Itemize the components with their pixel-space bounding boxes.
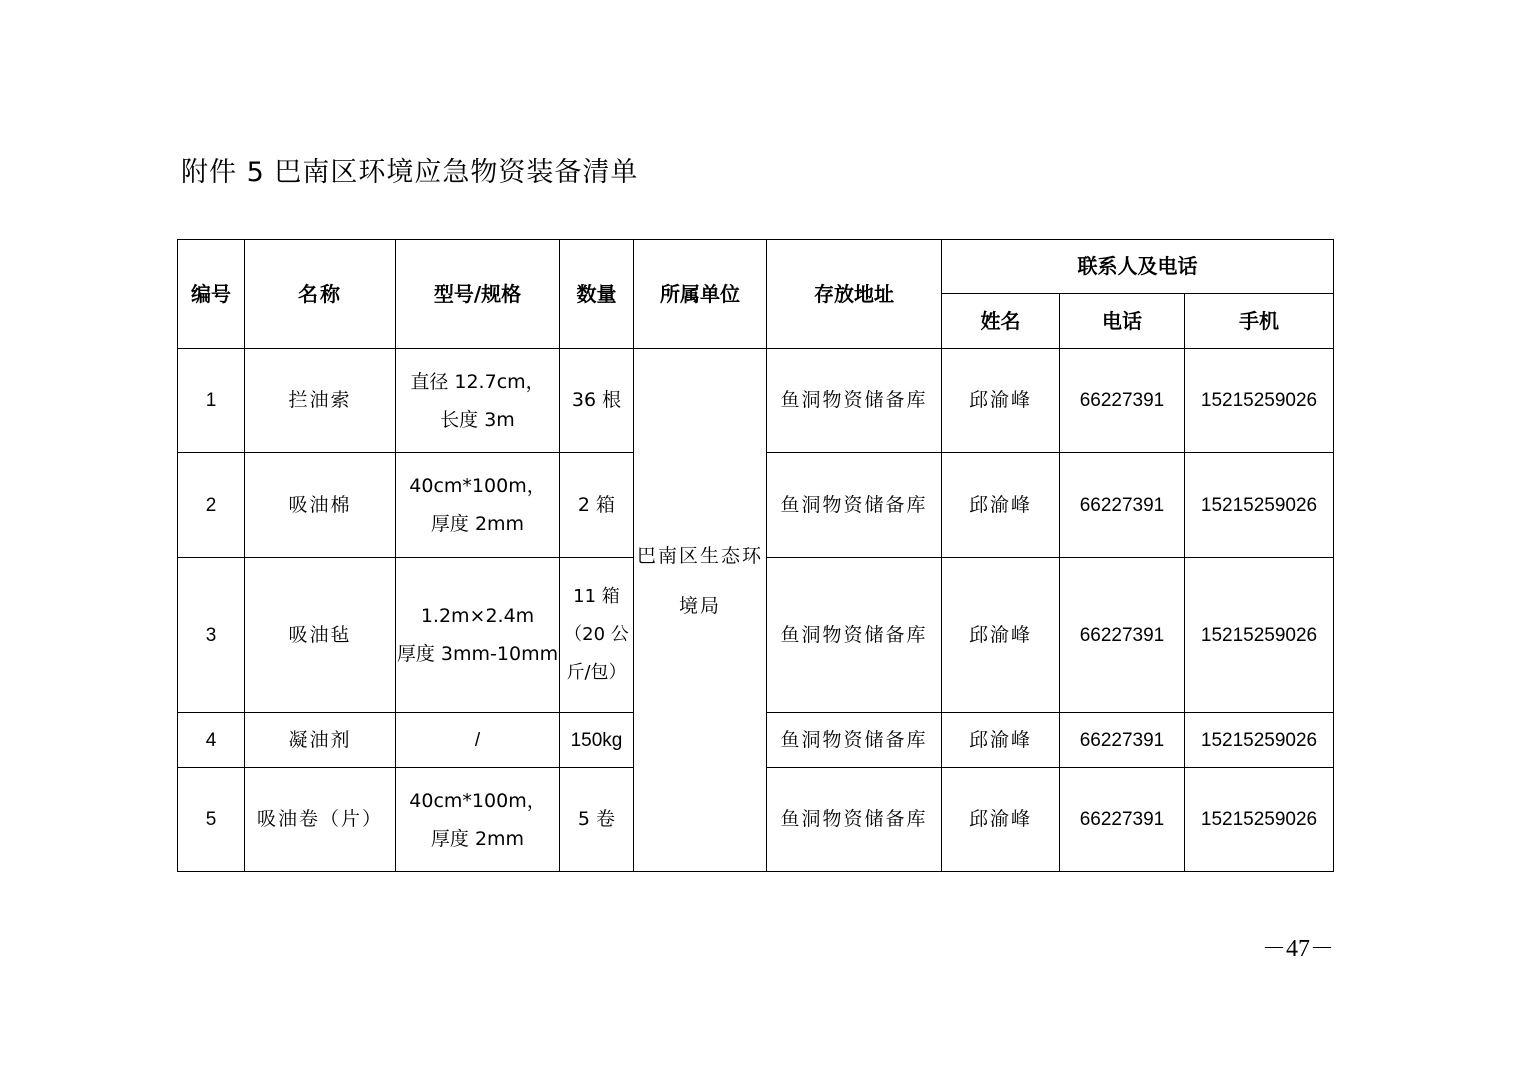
header-unit: 所属单位 <box>634 240 767 349</box>
row-name: 凝油剂 <box>245 713 396 768</box>
spec-line: 厚度 2mm <box>430 513 525 535</box>
spec-line: 厚度 2mm <box>430 827 525 850</box>
row-phone: 66227391 <box>1060 453 1185 558</box>
row-phone: 66227391 <box>1060 558 1185 713</box>
row-qty <box>560 558 634 713</box>
row-no: 3 <box>178 558 245 713</box>
spec-line: 长度 3m <box>440 408 515 431</box>
row-qty: 150kg <box>560 713 634 768</box>
row-name: 吸油毡 <box>245 558 396 713</box>
row-location: 鱼洞物资储备库 <box>767 713 942 768</box>
row-qty: 5 卷 <box>560 768 634 872</box>
qty-line: 11 箱 <box>573 586 620 607</box>
row-contact: 邱渝峰 <box>942 768 1060 872</box>
row-contact: 邱渝峰 <box>942 713 1060 768</box>
row-mobile: 15215259026 <box>1185 768 1334 872</box>
row-no: 2 <box>178 453 245 558</box>
row-name: 吸油棉 <box>245 453 396 558</box>
row-contact: 邱渝峰 <box>942 558 1060 713</box>
header-phone: 电话 <box>1060 294 1185 349</box>
document-title: 附件 5 巴南区环境应急物资装备清单 <box>181 157 639 188</box>
spec-line: 40cm*100m， <box>409 789 546 812</box>
row-no: 5 <box>178 768 245 872</box>
spec-line: 40cm*100m， <box>409 475 546 497</box>
row-mobile: 15215259026 <box>1185 453 1334 558</box>
qty-line: （20 公 <box>564 624 629 645</box>
row-spec <box>396 349 560 453</box>
header-name: 名称 <box>245 240 396 349</box>
header-contact-group: 联系人及电话 <box>942 240 1334 294</box>
department-cell <box>634 349 767 872</box>
row-mobile: 15215259026 <box>1185 349 1334 453</box>
equipment-table <box>177 239 1334 872</box>
row-location: 鱼洞物资储备库 <box>767 558 942 713</box>
row-spec <box>396 768 560 872</box>
header-mobile: 手机 <box>1185 294 1334 349</box>
department-name: 巴南区生态环境局 <box>636 545 763 617</box>
spec-line: 厚度 3mm-10mm <box>396 643 559 665</box>
row-spec <box>396 558 560 713</box>
row-contact: 邱渝峰 <box>942 453 1060 558</box>
spec-line: 1.2m×2.4m <box>420 605 535 627</box>
row-mobile: 15215259026 <box>1185 558 1334 713</box>
header-no: 编号 <box>178 240 245 349</box>
row-spec: / <box>396 713 560 768</box>
row-phone: 66227391 <box>1060 713 1185 768</box>
row-location: 鱼洞物资储备库 <box>767 349 942 453</box>
row-qty: 36 根 <box>560 349 634 453</box>
row-qty: 2 箱 <box>560 453 634 558</box>
row-name: 吸油卷（片） <box>245 768 396 872</box>
row-no: 1 <box>178 349 245 453</box>
row-spec <box>396 453 560 558</box>
row-mobile: 15215259026 <box>1185 713 1334 768</box>
header-spec: 型号/规格 <box>396 240 560 349</box>
row-location: 鱼洞物资储备库 <box>767 768 942 872</box>
row-name: 拦油索 <box>245 349 396 453</box>
header-location: 存放地址 <box>767 240 942 349</box>
row-contact: 邱渝峰 <box>942 349 1060 453</box>
header-qty: 数量 <box>560 240 634 349</box>
row-no: 4 <box>178 713 245 768</box>
row-phone: 66227391 <box>1060 768 1185 872</box>
spec-line: 直径 12.7cm， <box>410 370 545 393</box>
page-number: －47－ <box>1262 936 1334 962</box>
table-row <box>178 349 1334 453</box>
row-location: 鱼洞物资储备库 <box>767 453 942 558</box>
row-phone: 66227391 <box>1060 349 1185 453</box>
qty-line: 斤/包） <box>566 662 627 683</box>
header-contact-name: 姓名 <box>942 294 1060 349</box>
